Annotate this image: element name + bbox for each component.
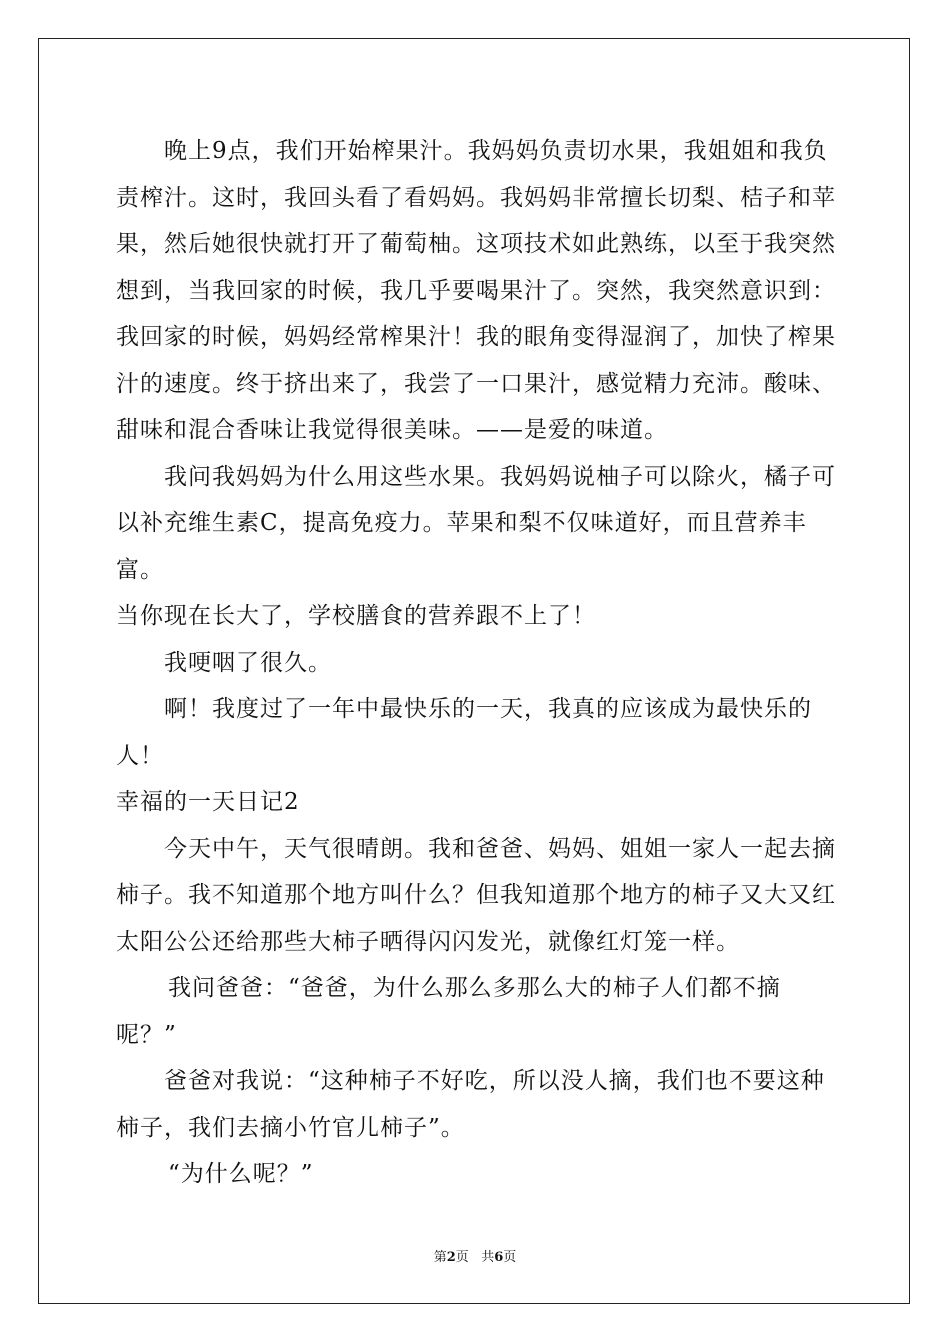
text-line: 柿子。我不知道那个地方叫什么？但我知道那个地方的柿子又大又红 (116, 882, 836, 908)
text-line: 太阳公公还给那些大柿子晒得闪闪发光，就像红灯笼一样。 (116, 928, 740, 955)
text-line: 晚上9点，我们开始榨果汁。我妈妈负责切水果，我姐姐和我负 (164, 138, 828, 164)
footer-current-page: 2 (446, 1250, 456, 1265)
text-line: 啊！我度过了一年中最快乐的一天，我真的应该成为最快乐的人！ (116, 696, 812, 769)
paragraph (116, 1058, 840, 1151)
text-line: 今天中午，天气很晴朗。我和爸爸、妈妈、姐姐一家人一起去摘 (164, 835, 836, 862)
text-line: 甜味和混合香味让我觉得很美味。——是爱的味道。 (116, 417, 668, 443)
paragraph (116, 826, 840, 966)
text-line: 责榨汁。这时，我回头看了看妈妈。我妈妈非常擅长切梨、桔子和苹 (116, 184, 836, 211)
text-line: 想到，当我回家的时候，我几乎要喝果汁了。突然，我突然意识到： (116, 277, 836, 304)
text-line: 我哽咽了很久。 (164, 649, 332, 676)
footer-total-prefix: 共 (481, 1250, 495, 1265)
footer-total-word: 页 (503, 1250, 517, 1265)
document-body (116, 128, 840, 1198)
text-line: 果，然后她很快就打开了葡萄柚。这项技术如此熟练，以至于我突然 (116, 231, 836, 257)
footer-total-pages: 6 (494, 1250, 504, 1265)
text-line: 爸爸对我说：“这种柿子不好吃，所以没人摘，我们也不要这种 (164, 1068, 825, 1094)
paragraph (116, 1151, 840, 1198)
paragraph (116, 640, 840, 687)
text-line: 我回家的时候，妈妈经常榨果汁！我的眼角变得湿润了，加快了榨果 (116, 324, 836, 350)
text-line: 我问我妈妈为什么用这些水果。我妈妈说柚子可以除火，橘子可 (164, 463, 836, 490)
text-line: “为什么呢？” (168, 1161, 314, 1187)
text-line: 我问爸爸：“爸爸，为什么那么多那么大的柿子人们都不摘 (168, 975, 781, 1001)
text-line: 当你现在长大了，学校膳食的营养跟不上了！ (116, 603, 596, 629)
text-line: 幸福的一天日记2 (116, 789, 300, 815)
text-line: 呢？” (116, 1021, 177, 1048)
paragraph (116, 686, 840, 779)
footer-prefix: 第 (433, 1250, 447, 1265)
paragraph (116, 128, 840, 454)
text-line: 柿子，我们去摘小竹官儿柿子”。 (116, 1114, 465, 1141)
paragraph (116, 454, 840, 640)
footer-page-word: 页 (455, 1250, 469, 1265)
section-heading (116, 779, 840, 826)
text-line: 汁的速度。终于挤出来了，我尝了一口果汁，感觉精力充沛。酸味、 (116, 370, 836, 397)
paragraph (116, 965, 840, 1058)
page-footer (0, 1246, 950, 1265)
text-line: 以补充维生素C，提高免疫力。苹果和梨不仅味道好，而且营养丰富。 (116, 510, 807, 583)
